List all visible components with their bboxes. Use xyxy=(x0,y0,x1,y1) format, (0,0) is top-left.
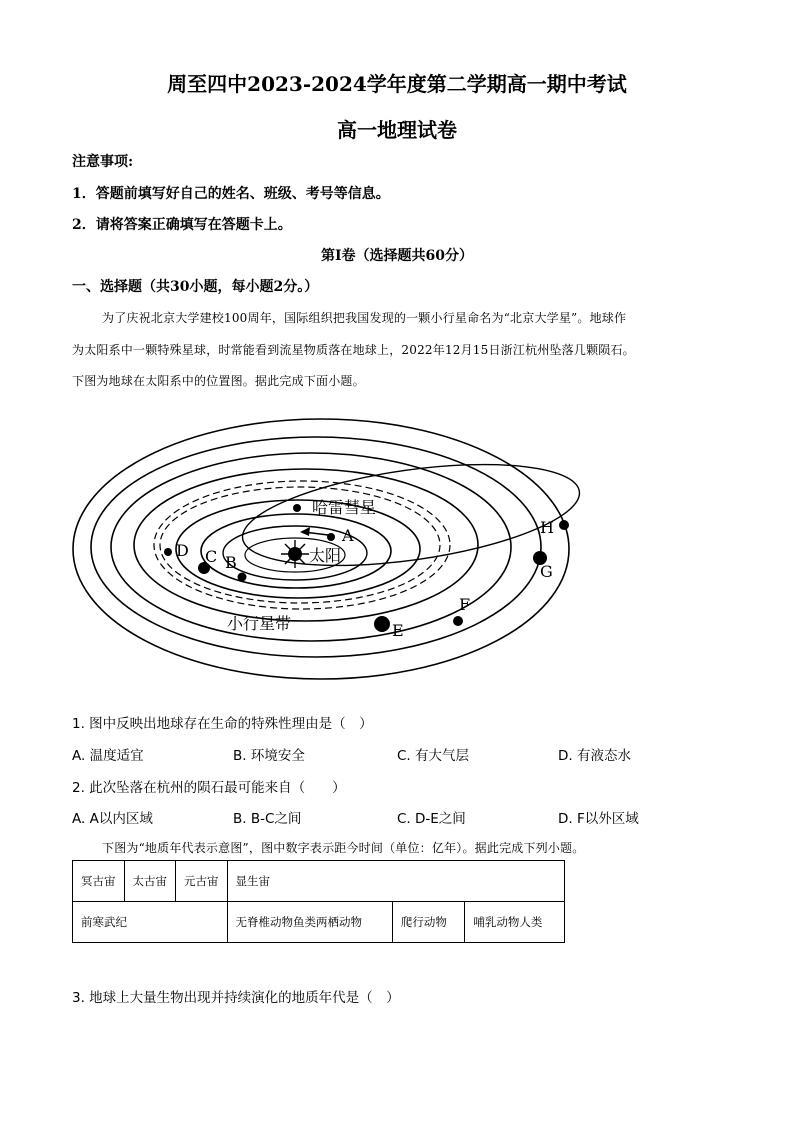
label-h: H xyxy=(540,518,554,537)
table-row xyxy=(73,861,565,902)
intro-line-1: 为了庆祝北京大学建校100周年，国际组织把我国发现的一颗小行星命名为“北京大学星”。地球作 xyxy=(102,311,627,325)
label-c: C xyxy=(205,547,218,566)
intro-line-2: 为太阳系中一颗特殊星球，时常能看到流星物质落在地球上，2022年12月15日浙江杭州坠落几颗陨石。 xyxy=(72,343,635,357)
q2-option-d[interactable]: D. F以外区域 xyxy=(558,811,639,827)
halley-orbit xyxy=(236,447,585,583)
label-b: B xyxy=(225,553,237,572)
question-2-stem: 2. 此次坠落在杭州的陨石最可能来自（ ） xyxy=(72,780,346,796)
halley-comet xyxy=(293,504,301,512)
table-cell: 爬行动物 xyxy=(392,902,465,943)
label-asteroid-belt: 小行星带 xyxy=(227,614,292,633)
planet-b xyxy=(238,573,247,582)
table-cell: 哺乳动物人类 xyxy=(465,902,564,943)
question-1-stem: 1. 图中反映出地球存在生命的特殊性理由是（ ） xyxy=(72,716,373,732)
q1-option-b[interactable]: B. 环境安全 xyxy=(233,748,305,764)
q1-option-d[interactable]: D. 有液态水 xyxy=(558,748,631,764)
geologic-time-table xyxy=(72,860,565,943)
arrow-head xyxy=(300,527,310,536)
q2-option-c[interactable]: C. D-E之间 xyxy=(397,811,466,827)
table-cell: 显生宙 xyxy=(227,861,564,902)
label-sun: 太阳 xyxy=(309,546,342,565)
table-cell: 前寒武纪 xyxy=(73,902,228,943)
q1-option-a[interactable]: A. 温度适宜 xyxy=(72,748,144,764)
q2-option-a[interactable]: A. A以内区域 xyxy=(72,811,153,827)
table-cell: 太古宙 xyxy=(124,861,176,902)
solar-system-diagram xyxy=(66,395,586,705)
q2-option-b[interactable]: B. B-C之间 xyxy=(233,811,302,827)
intro-line-3: 下图为地球在太阳系中的位置图。据此完成下面小题。 xyxy=(72,374,365,388)
label-a: A xyxy=(342,526,354,545)
label-f: F xyxy=(459,595,471,614)
volume-title: 第I卷（选择题共60分） xyxy=(320,248,474,264)
notes-heading: 注意事项: xyxy=(72,154,134,170)
note-item-2: 2．请将答案正确填写在答题卡上。 xyxy=(72,217,292,233)
label-e: E xyxy=(392,621,404,640)
table-row xyxy=(73,902,565,943)
q1-option-c[interactable]: C. 有大气层 xyxy=(397,748,470,764)
planet-e xyxy=(374,616,390,632)
exam-subtitle: 高一地理试卷 xyxy=(337,118,457,142)
planet-a xyxy=(327,533,335,541)
exam-title: 周至四中2023-2024学年度第二学期高一期中考试 xyxy=(167,72,627,96)
sun-icon xyxy=(281,540,309,568)
table-cell: 冥古宙 xyxy=(73,861,125,902)
question-3-stem: 3. 地球上大量生物出现并持续演化的地质年代是（ ） xyxy=(72,990,400,1006)
label-d: D xyxy=(176,541,189,560)
planet-f xyxy=(453,616,463,626)
note-item-1: 1．答题前填写好自己的姓名、班级、考号等信息。 xyxy=(72,186,390,202)
label-g: G xyxy=(540,562,553,581)
label-halley: 哈雷彗星 xyxy=(312,498,377,517)
part-title: 一、选择题（共30小题，每小题2分。） xyxy=(72,279,319,295)
table-cell: 无脊椎动物鱼类两栖动物 xyxy=(227,902,392,943)
table-cell: 元古宙 xyxy=(176,861,228,902)
planet-d xyxy=(164,548,172,556)
planet-h xyxy=(559,520,569,530)
geo-intro: 下图为“地质年代表示意图”，图中数字表示距今时间（单位：亿年）。据此完成下列小题。 xyxy=(102,841,585,855)
